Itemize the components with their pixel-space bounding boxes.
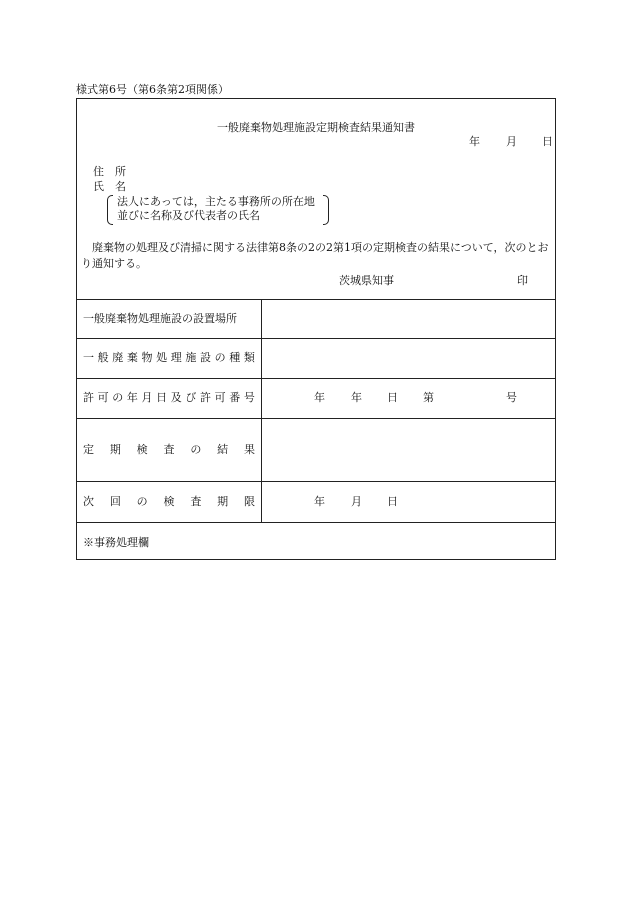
form-number: 様式第6号（第6条第2項関係） bbox=[76, 83, 229, 96]
corporate-note-line1: 法人にあっては，主たる事務所の所在地 bbox=[117, 195, 315, 208]
table-row-label: 一般廃棄物処理施設の設置場所 bbox=[83, 312, 237, 325]
row-divider bbox=[77, 522, 555, 523]
row-divider bbox=[77, 481, 555, 482]
table-row-label: 次 回 の 検 査 期 限 bbox=[83, 495, 255, 508]
seal-mark: 印 bbox=[517, 274, 528, 287]
notice-date-day: 日 bbox=[542, 135, 553, 148]
table-row-label: 一 般 廃 棄 物 処 理 施 設 の 種 類 bbox=[83, 351, 255, 364]
permit-year: 年 bbox=[314, 391, 325, 404]
notice-title: 一般廃棄物処理施設定期検査結果通知書 bbox=[217, 121, 415, 134]
deadline-month: 月 bbox=[351, 495, 362, 508]
table-row-label: 許 可 の 年 月 日 及 び 許 可 番 号 bbox=[83, 391, 255, 404]
form-frame bbox=[76, 98, 556, 560]
permit-month: 年 bbox=[351, 391, 362, 404]
name-label: 氏 名 bbox=[93, 180, 126, 193]
table-row-label: 定 期 検 査 の 結 果 bbox=[83, 443, 255, 456]
notice-body: 廃棄物の処理及び清掃に関する法律第8条の2の2第1項の定期検査の結果について，次のとおり通知する。 bbox=[81, 241, 549, 270]
row-divider bbox=[77, 378, 555, 379]
row-divider bbox=[77, 338, 555, 339]
deadline-day: 日 bbox=[387, 495, 398, 508]
permit-day: 日 bbox=[387, 391, 398, 404]
permit-dai: 第 bbox=[423, 391, 434, 404]
right-bracket bbox=[323, 195, 329, 225]
permit-number: 号 bbox=[506, 391, 517, 404]
left-bracket bbox=[107, 195, 113, 225]
table-top-rule bbox=[77, 299, 555, 300]
deadline-year: 年 bbox=[314, 495, 325, 508]
column-divider bbox=[261, 299, 262, 522]
issuer: 茨城県知事 bbox=[339, 274, 394, 287]
corporate-note bbox=[107, 195, 329, 225]
notice-date-month: 月 bbox=[506, 135, 517, 148]
row-divider bbox=[77, 418, 555, 419]
corporate-note-line2: 並びに名称及び代表者の氏名 bbox=[117, 209, 260, 222]
notice-date-year: 年 bbox=[469, 135, 480, 148]
office-use-label: ※事務処理欄 bbox=[83, 536, 149, 549]
address-label: 住 所 bbox=[93, 165, 126, 178]
